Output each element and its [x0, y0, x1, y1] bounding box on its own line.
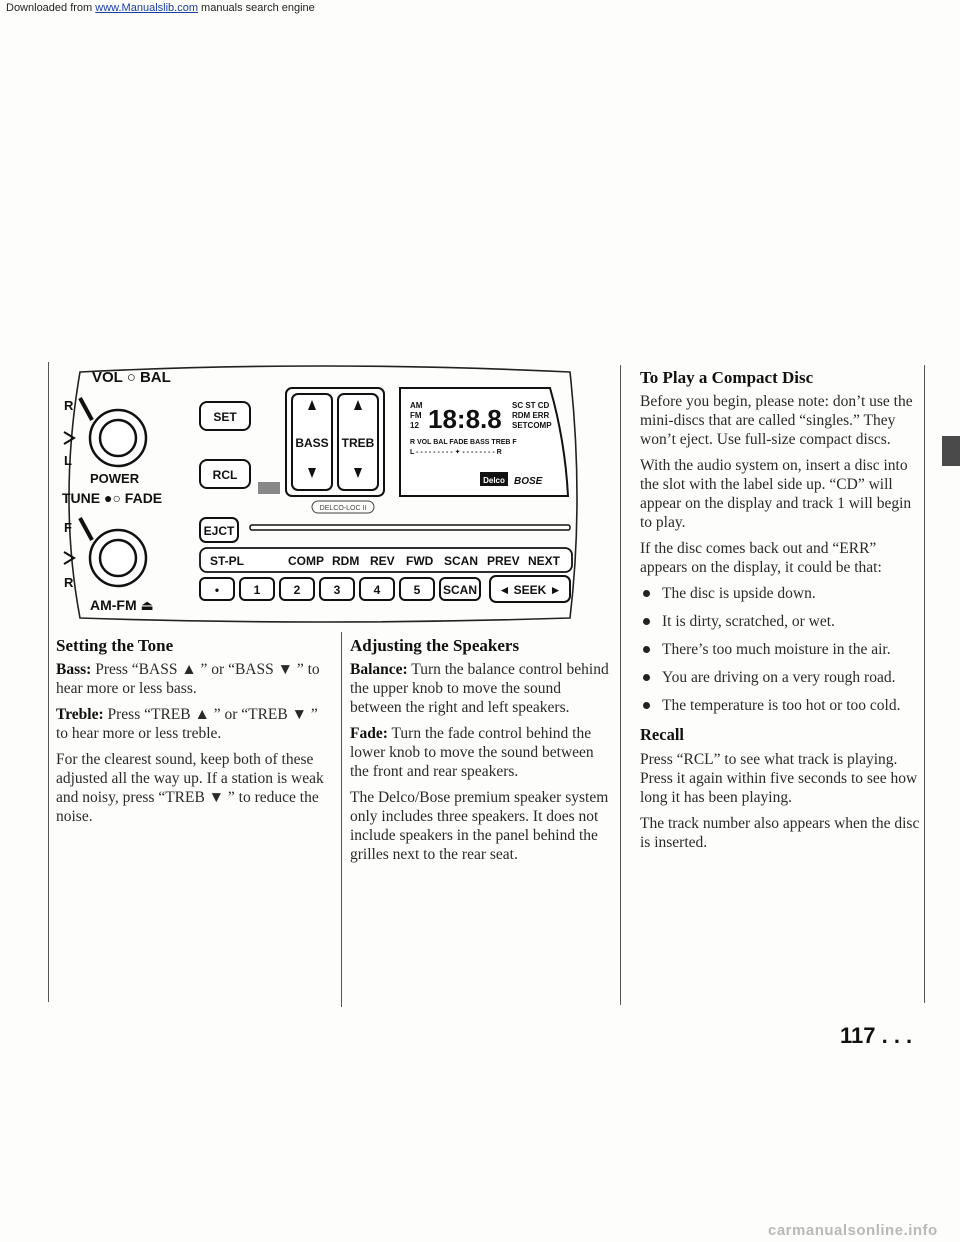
treble-text: Press “TREB ▲ ” or “TREB ▼ ” to hear more or less treble.: [56, 706, 318, 742]
function-label-next: NEXT: [528, 554, 561, 568]
manualslib-link[interactable]: www.Manualslib.com: [95, 2, 198, 14]
knob-bottom-r-label: R: [64, 575, 74, 590]
treb-rocker[interactable]: [338, 394, 378, 490]
svg-text:SET: SET: [213, 410, 237, 424]
compact-disc-p1: Before you begin, please note: don’t use the mini-discs that are called “singles.” They won’t eject. Use full-size compact discs.: [640, 393, 913, 448]
right-column-rule: [620, 365, 621, 1005]
compact-disc-section: [640, 368, 922, 859]
display-digits: 18:8.8: [428, 404, 502, 434]
compact-disc-p3: If the disc comes back out and “ERR” appears on the display, it could be that:: [640, 540, 882, 576]
am-fm-label: AM-FM ⏏: [90, 597, 154, 613]
cd-logo-icon: [258, 482, 280, 494]
setting-tone-section: [56, 636, 332, 833]
delco-loc-text: DELCO-LOC II: [319, 505, 367, 512]
list-item: The temperature is too hot or too cold.: [640, 696, 922, 715]
clearest-sound-paragraph: For the clearest sound, keep both of these adjusted all the way up. If a station is weak and noisy, press “TREB ▼ ” to reduce the noise.: [56, 751, 324, 825]
bass-label: Bass:: [56, 661, 92, 678]
knob-bottom-f-label: F: [64, 520, 72, 535]
svg-text:5: 5: [413, 583, 421, 597]
header-prefix: Downloaded from: [6, 2, 96, 14]
svg-text:RCL: RCL: [212, 468, 238, 482]
display-band-12: 12: [410, 421, 419, 430]
preset-button-5[interactable]: [400, 578, 434, 600]
preset-button-2[interactable]: [280, 578, 314, 600]
set-button[interactable]: [200, 402, 250, 430]
middle-column-rule: [341, 632, 342, 1007]
fade-label: Fade:: [350, 725, 388, 742]
left-column-rule: [48, 362, 49, 1002]
display-indicator-3: SETCOMP: [512, 421, 552, 430]
bass-text: Press “BASS ▲ ” or “BASS ▼ ” to hear more or less bass.: [56, 661, 320, 697]
balance-text: Turn the balance control behind the upper knob to move the sound between the right and left speakers.: [350, 661, 609, 716]
svg-text:BASS: BASS: [295, 436, 329, 450]
preset-button-dot[interactable]: [200, 578, 234, 600]
function-label-rev: REV: [370, 554, 395, 568]
treble-label: Treble:: [56, 706, 104, 723]
svg-text:TREB: TREB: [341, 436, 375, 450]
bass-paragraph: [56, 660, 332, 698]
display-indicator-1: SC ST CD: [512, 401, 550, 410]
tune-fade-label: TUNE ●○ FADE: [62, 490, 163, 506]
svg-text:SCAN: SCAN: [442, 583, 478, 597]
power-label: POWER: [90, 471, 140, 486]
list-item: There’s too much moisture in the air.: [640, 640, 922, 659]
watermark: carmanualsonline.info: [768, 1222, 938, 1239]
rcl-button[interactable]: [200, 460, 250, 488]
eject-button[interactable]: [200, 518, 238, 542]
function-label-prev: PREV: [487, 554, 520, 568]
list-item: The disc is upside down.: [640, 584, 922, 603]
display-scale-top: R VOL BAL FADE BASS TREB F: [410, 439, 517, 446]
svg-text:•: •: [214, 583, 220, 597]
function-label-st-pl: ST-PL: [210, 554, 245, 568]
header-suffix: manuals search engine: [197, 2, 315, 14]
setting-tone-heading: Setting the Tone: [56, 636, 174, 655]
list-item: You are driving on a very rough road.: [640, 668, 922, 687]
display-indicator-2: RDM ERR: [512, 411, 550, 420]
treble-paragraph: [56, 705, 332, 743]
download-header: [6, 2, 315, 14]
display-scale-bottom: L - - - - - - - - - ✦ - - - - - - - - R: [410, 449, 502, 456]
cd-slot[interactable]: [250, 525, 570, 530]
section-tab-marker: [942, 436, 960, 466]
function-label-comp: COMP: [288, 554, 324, 568]
knob-top-l-label: L: [64, 453, 72, 468]
bass-rocker[interactable]: [292, 394, 332, 490]
list-item: It is dirty, scratched, or wet.: [640, 612, 922, 631]
function-label-rdm: RDM: [332, 554, 360, 568]
svg-text:4: 4: [373, 583, 381, 597]
compact-disc-p2: With the audio system on, insert a disc into the slot with the label side up. “CD” will appear on the display and track 1 will begin to play.: [640, 457, 912, 531]
fade-paragraph: [350, 724, 612, 781]
err-causes-list: [640, 584, 922, 715]
preset-button-3[interactable]: [320, 578, 354, 600]
svg-text:3: 3: [333, 583, 341, 597]
balance-label: Balance:: [350, 661, 408, 678]
outer-right-rule: [924, 365, 925, 1003]
preset-button-1[interactable]: [240, 578, 274, 600]
recall-p1: Press “RCL” to see what track is playing. Press it again within five seconds to see how long it has been playing.: [640, 751, 918, 806]
scan-button[interactable]: [440, 578, 480, 600]
seek-button[interactable]: [490, 576, 570, 602]
function-label-scan: SCAN: [444, 554, 479, 568]
page-number: 117 . . .: [840, 1023, 913, 1048]
svg-text:EJCT: EJCT: [203, 524, 235, 538]
display-band-am: AM: [410, 401, 423, 410]
svg-text:2: 2: [293, 583, 301, 597]
lower-knob[interactable]: [80, 518, 146, 586]
compact-disc-heading: To Play a Compact Disc: [640, 368, 814, 387]
vol-bal-label: VOL ○ BAL: [92, 369, 171, 386]
adjusting-speakers-heading: Adjusting the Speakers: [350, 636, 520, 655]
fade-text: Turn the fade control behind the lower knob to move the sound between the front and rear speakers.: [350, 725, 594, 780]
svg-text:◄ SEEK ►: ◄ SEEK ►: [498, 583, 562, 597]
bose-logo: BOSE: [514, 476, 543, 487]
preset-button-4[interactable]: [360, 578, 394, 600]
display-band-fm: FM: [410, 411, 422, 420]
recall-heading: Recall: [640, 725, 684, 744]
upper-knob[interactable]: [80, 398, 146, 466]
function-label-fwd: FWD: [406, 554, 434, 568]
recall-p2: The track number also appears when the disc is inserted.: [640, 815, 920, 851]
knob-top-r-label: R: [64, 398, 74, 413]
bose-paragraph: The Delco/Bose premium speaker system only includes three speakers. It does not include speakers in the panel behind the grilles next to the rear seat.: [350, 789, 609, 863]
delco-logo: Delco: [483, 476, 505, 485]
balance-paragraph: [350, 660, 612, 717]
adjusting-speakers-section: [350, 636, 612, 871]
svg-text:1: 1: [253, 583, 261, 597]
radio-faceplate-diagram: [50, 360, 590, 625]
